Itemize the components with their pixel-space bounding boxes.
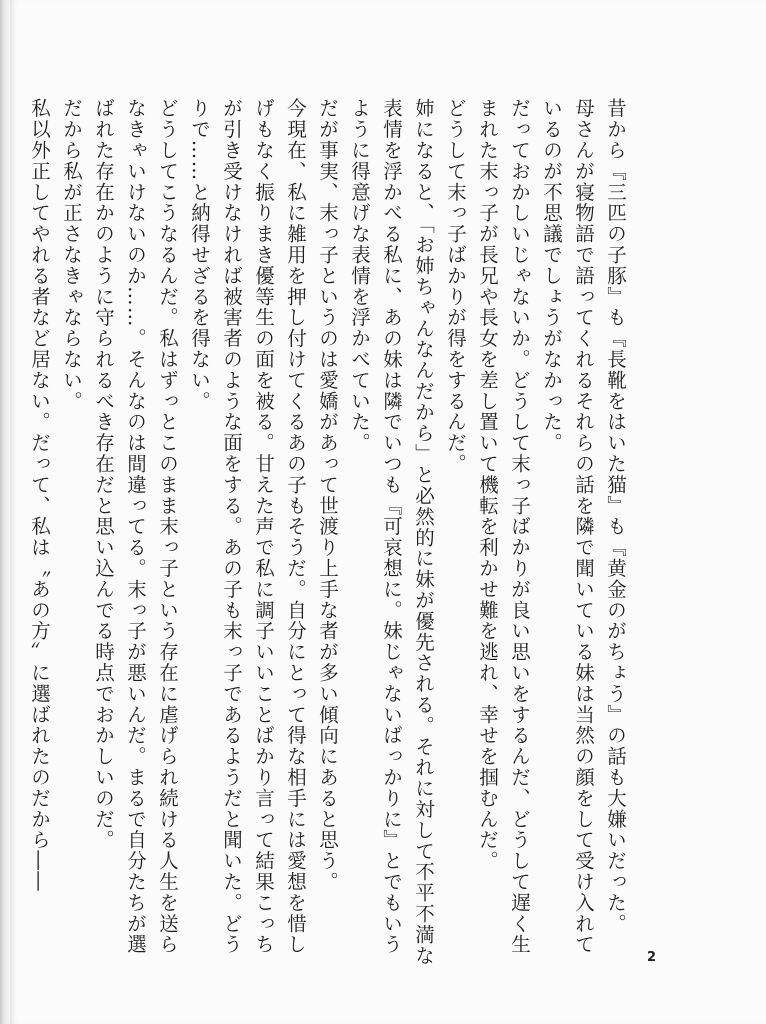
novel-body-text: 昔から『三匹の子豚』も『長靴をはいた猫』も『黄金のがちょう』の話も大嫌いだった。 母さんが寝物語で語ってくれるそれらの話を隣で聞いている妹は当然の顔をして受け入れているのが不思議でしょうがなかった。 だっておかしいじゃないか。どうして末っ子ばかりが良い思いをするんだ、どうして遅く生まれた末っ子が長兄や長女を差し置いて機転を利かせ難を逃れ、幸せを掴むんだ。 どうして末っ子ばかりが得をするんだ。 姉になると、「お姉ちゃんなんだから」と必然的に妹が優先される。それに対して不平不満な表情を浮かべる私に、あの妹は隣でいつも『可哀想に。妹じゃないばっかりに』とでもいうように得意げな表情を浮かべていた。 だが事実、末っ子というのは愛嬌があって世渡り上手な者が多い傾向にあると思う。 今現在、私に雑用を押し付けてくるあの子もそうだ。自分にとって得な相手には愛想を惜しげもなく振りまき優等生の面を被る。甘えた声で私に調子いいことばかり言って結果こっちが引き受けなければ被害者のような面をする。あの子も末っ子であるようだと聞いた。どうりで……と納得せざるを得ない。 どうしてこうなるんだ。私はずっとこのまま末っ子という存在に虐げられ続ける人生を送らなきゃいけないのか……。そんなのは間違ってる。末っ子が悪いんだ。まるで自分たちが選ばれた存在かのように守られるべき存在だと思い込んでる時点でおかしいのだ。 だから私が正さなきゃならない。 私以外正してやれる者など居ない。だって、私は〝あの方〟に選ばれたのだから――: [28, 98, 627, 967]
page-number: 2: [647, 950, 657, 965]
book-page: [10, 0, 766, 1024]
